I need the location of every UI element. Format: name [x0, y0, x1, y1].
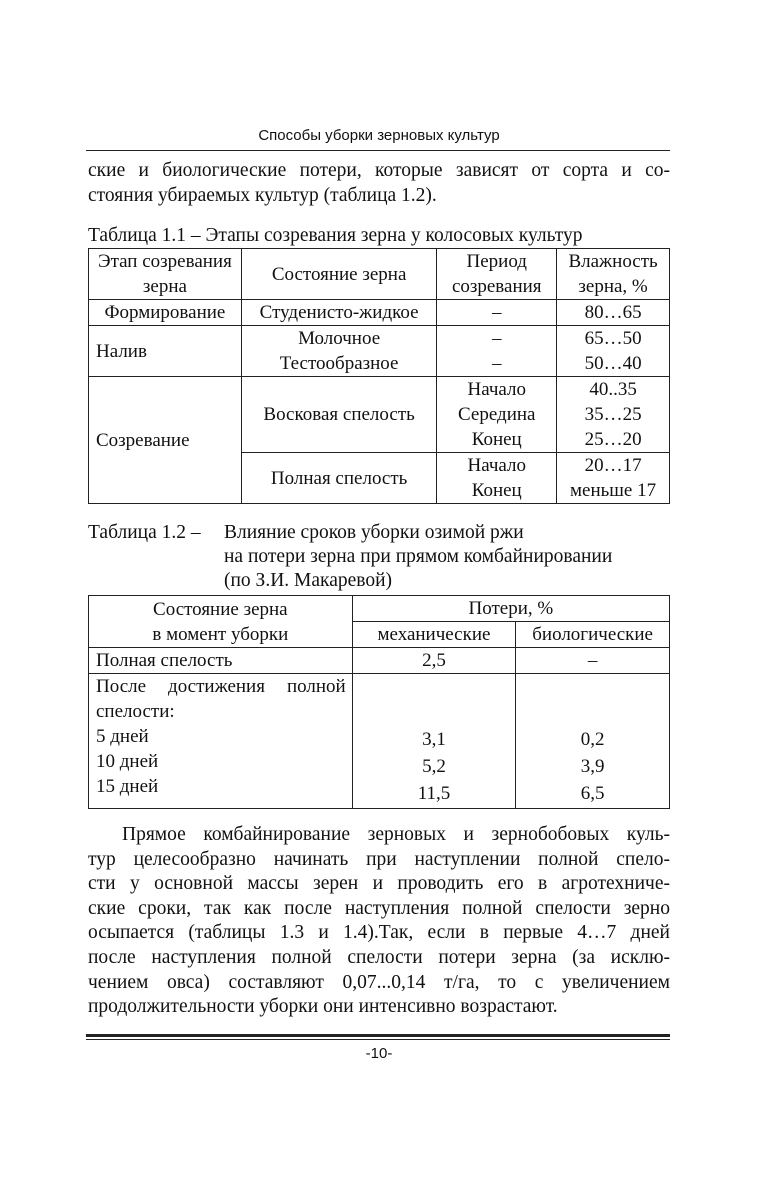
intro-line: стояния убираемых культур (таблица 1.2). — [88, 184, 437, 206]
body-line: после наступления полной спелости потери зерна (за исклю- — [88, 946, 670, 968]
stage-cell: Созревание — [89, 377, 242, 504]
intro-line: ские и биологические потери, которые зависят от сорта и со- — [88, 160, 670, 181]
table-row — [89, 300, 670, 326]
table-row — [89, 326, 670, 377]
body-line: продолжительности уборки они интенсивно возрастают. — [88, 996, 558, 1018]
period-cell: – — [437, 300, 557, 326]
biological-cell: – — [516, 648, 670, 674]
state-cell: После достижения полной спелости: 5 дней 10 дней 15 дней — [89, 674, 353, 809]
table1 — [88, 248, 670, 504]
stage-cell: Формирование — [89, 300, 242, 326]
table2-caption-source: (по З.И. Макаревой) — [224, 570, 393, 591]
header-biological: биологические — [516, 622, 670, 648]
header-grain-state: Состояние зерна в момент уборки — [89, 596, 353, 648]
header-period: Период созревания — [437, 249, 557, 300]
table2-caption-title: Влияние сроков уборки озимой ржи — [224, 522, 524, 543]
header-moisture: Влажность зерна, % — [557, 249, 670, 300]
page-number: -10- — [365, 1045, 393, 1062]
moisture-cell: 40..35 35…25 25…20 — [557, 377, 670, 453]
period-cell: Начало Середина Конец — [437, 377, 557, 453]
body-paragraph — [88, 823, 670, 1020]
table-row — [89, 648, 670, 674]
state-cell: Полная спелость — [241, 453, 436, 504]
table2-caption-label: Таблица 1.2 – — [88, 522, 201, 543]
body-line: сти у основной массы зерен и проводить его в агротехниче- — [88, 873, 670, 895]
table2 — [88, 595, 670, 809]
moisture-cell: 20…17 меньше 17 — [557, 453, 670, 504]
moisture-cell: 65…50 50…40 — [557, 326, 670, 377]
state-cell: Полная спелость — [89, 648, 353, 674]
footer-rule — [86, 1034, 670, 1037]
biological-cell: 0,2 3,9 6,5 — [516, 674, 670, 809]
period-cell: – – — [437, 326, 557, 377]
body-line: осыпается (таблицы 1.3 и 1.4).Так, если в первые 4…7 дней — [88, 922, 670, 944]
mechanical-cell: 2,5 — [352, 648, 516, 674]
state-cell: Молочное Тестообразное — [241, 326, 436, 377]
state-cell: Студенисто-жидкое — [241, 300, 436, 326]
stage-cell: Налив — [89, 326, 242, 377]
table-row — [89, 674, 670, 809]
header-rule — [86, 150, 670, 151]
table-row — [89, 377, 670, 453]
header-state: Состояние зерна — [241, 249, 436, 300]
header-losses: Потери, % — [352, 596, 669, 622]
body-line: ские сроки, так как после наступления полной спелости зерно — [88, 897, 670, 919]
table1-caption: Таблица 1.1 – Этапы созревания зерна у колосовых культур — [88, 225, 583, 246]
intro-paragraph — [88, 159, 670, 208]
table2-header-row — [89, 596, 670, 622]
state-cell: Восковая спелость — [241, 377, 436, 453]
mechanical-cell: 3,1 5,2 11,5 — [352, 674, 516, 809]
running-title: Способы уборки зерновых культур — [258, 127, 500, 144]
period-cell: Начало Конец — [437, 453, 557, 504]
moisture-cell: 80…65 — [557, 300, 670, 326]
body-line: чением овса) составляют 0,07...0,14 т/га, то с увеличением — [88, 971, 670, 993]
table1-header-row — [89, 249, 670, 300]
body-line: тур целесообразно начинать при наступлении полной спело- — [88, 848, 670, 870]
table2-caption-title: на потери зерна при прямом комбайнировании — [224, 546, 613, 567]
footer-rule — [86, 1039, 670, 1040]
body-line: Прямое комбайнирование зерновых и зернобобовых куль- — [122, 824, 670, 845]
header-mechanical: механические — [352, 622, 516, 648]
header-stage: Этап созревания зерна — [89, 249, 242, 300]
